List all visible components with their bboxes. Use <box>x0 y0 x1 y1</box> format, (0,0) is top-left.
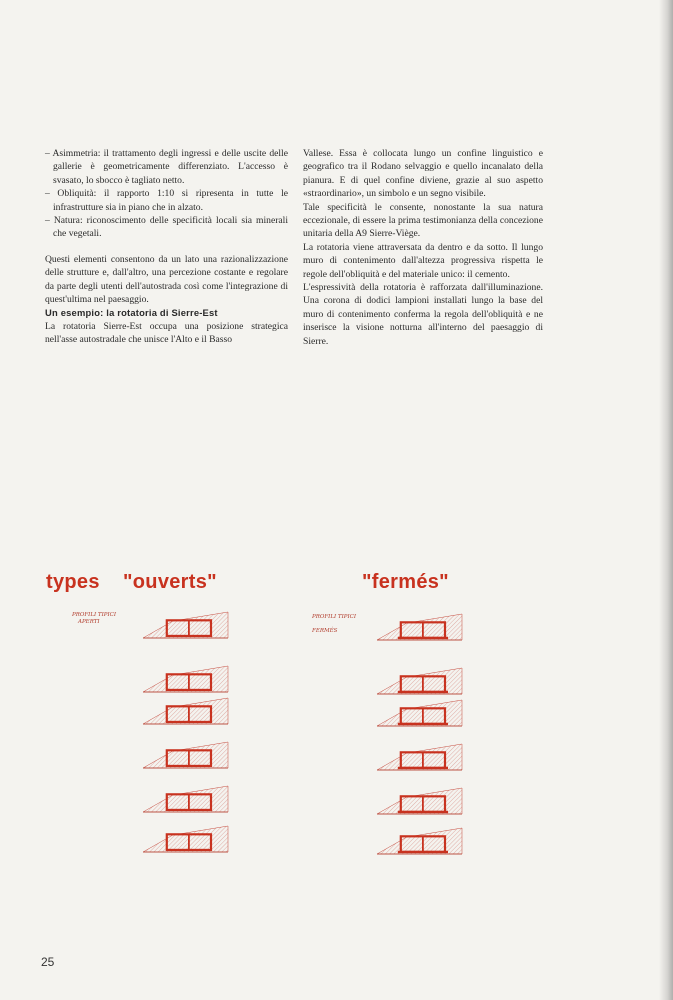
section-subheading: Un esempio: la rotatoria di Sierre-Est <box>45 307 218 319</box>
page-number: 25 <box>41 955 55 969</box>
handwritten-line: PROFILI TIPICI <box>312 614 357 620</box>
section-terrain-hatch <box>377 668 462 694</box>
right-paragraph-4: L'espressività della rotatoria è rafforzata dall'illuminazione. Una corona di dodici lampioni installati lungo la base del muro di contenimento conferma la regola dell'obliquità e ne inserisce la visione notturna all'interno del paesaggio di Sierre. <box>303 282 543 347</box>
section-terrain-hatch <box>143 666 228 692</box>
section-terrain-hatch <box>377 700 462 726</box>
bullet-nature: – Natura: riconoscimento delle specificità locali sia minerali che vegetali. <box>45 215 288 240</box>
handwritten-line: PROFILI TIPICI <box>72 612 117 618</box>
body-paragraph: Questi elementi consentono da un lato una razionalizzazione delle strutture e, dall'altro, una percezione costante e regolare da parte degli utenti dell'autostrada così come l'integrazione di quest'ultima nel paesaggio. <box>45 253 288 306</box>
section-terrain-hatch <box>143 826 228 852</box>
bullet-obliquity: – Obliquità: il rapporto 1:10 si ripresenta in tutte le infrastrutture sia in piano che in alzato. <box>45 188 288 213</box>
right-paragraph-3: La rotatoria viene attraversata da dentro e da sotto. Il lungo muro di contenimento dall'altezza progressiva rispetta le regole dell'obliquità e del materiale unico: il cemento. <box>303 241 543 280</box>
section-terrain-hatch <box>377 614 462 640</box>
section-terrain-hatch <box>377 788 462 814</box>
handwritten-line: FERMÉS <box>312 628 338 634</box>
right-paragraph-2: Tale specificità le consente, nonostante la sua natura eccezionale, di essere la prima testimonianza della concezione unitaria della A9 Sierre-Viège. <box>303 201 543 240</box>
section-terrain-hatch <box>377 744 462 770</box>
handwritten-line: APERTI <box>78 619 100 625</box>
bullet-asymmetry: – Asimmetria: il trattamento degli ingressi e delle uscite delle gallerie è geometricamente differenziato. L'accesso è svasato, lo sbocco è tagliato netto. <box>45 148 288 186</box>
right-paragraph-1: Vallese. Essa è collocata lungo un confine linguistico e geografico tra il Rodano selvaggio e quello incanalato della pianura. E di quel confine diviene, grazie al suo aspetto «straordinario», un simbolo e un segno visibile. <box>303 148 543 200</box>
example-intro-paragraph: La rotatoria Sierre-Est occupa una posizione strategica nell'asse autostradale che unisce l'Alto e il Basso <box>45 320 288 346</box>
figure-label-closed: "fermés" <box>362 571 449 593</box>
section-terrain-hatch <box>143 742 228 768</box>
figure-label-types: types <box>46 571 100 593</box>
section-terrain-hatch <box>143 786 228 812</box>
section-terrain-hatch <box>143 698 228 724</box>
figure-label-open: "ouverts" <box>123 571 217 593</box>
section-terrain-hatch <box>377 828 462 854</box>
section-terrain-hatch <box>143 612 228 638</box>
